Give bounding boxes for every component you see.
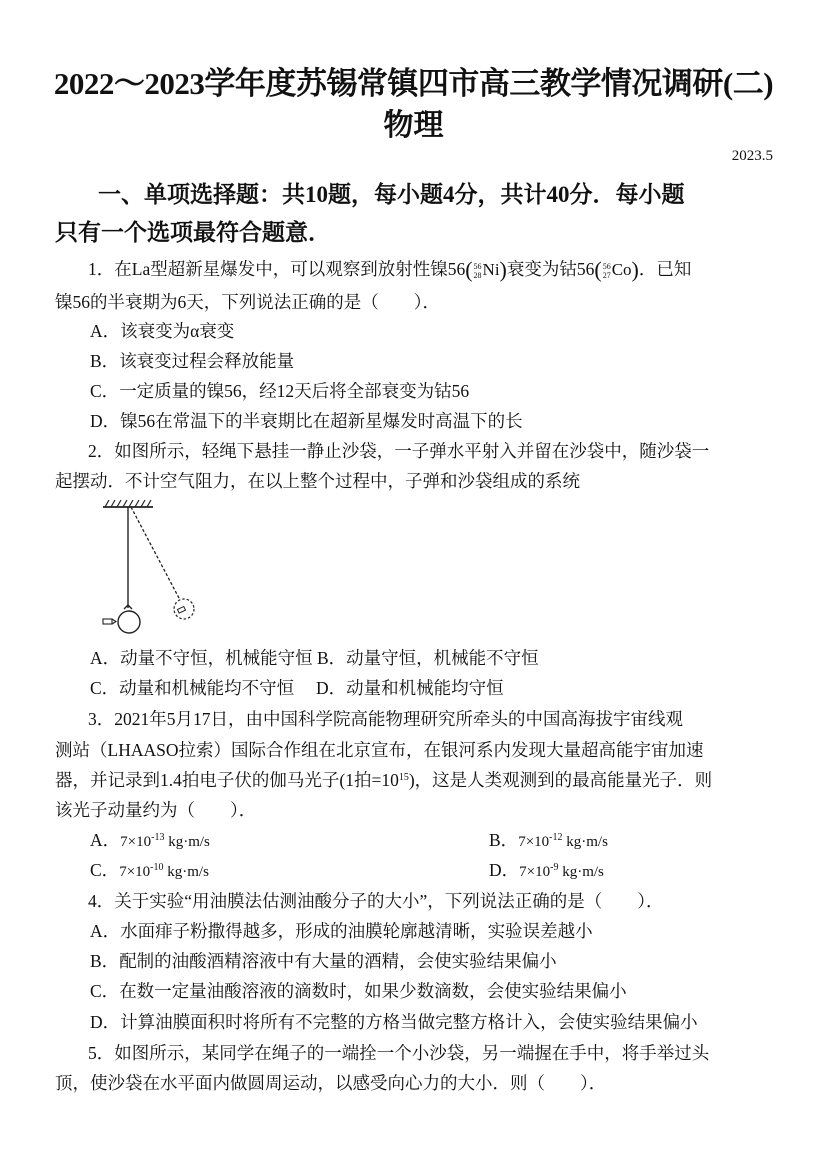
question-1-option-a: A．该衰变为α衰变 (90, 321, 235, 341)
question-2-stem-line2: 起摆动．不计空气阻力，在以上整个过程中，子弹和沙袋组成的系统 (55, 471, 580, 491)
question-3-stem-line2: 测站（LHAASO拉索）国际合作组在北京宣布，在银河系内发现大量超高能宇宙加速 (55, 740, 704, 760)
q1-stem-part2: 衰变为钴56 (506, 259, 595, 279)
question-3-stem-line1: 3．2021年5月17日，由中国科学院高能物理研究所牵头的中国高海拔宇宙线观 (88, 709, 683, 729)
question-3-option-b: B．$7\times 10^{-12}$ kg·m/s (489, 830, 608, 850)
isotope-co56: (56 27Co) (594, 257, 639, 282)
sandbag-icon (118, 611, 140, 633)
question-5-stem-line2: 顶，使沙袋在水平面内做圆周运动，以感受向心力的大小．则（ ）． (55, 1073, 607, 1093)
question-1-option-d: D．镍56在常温下的半衰期比在超新星爆发时高温下的长 (90, 411, 523, 431)
exam-subject: 物理 (383, 109, 444, 142)
exam-title: 2022～2023学年度苏锡常镇四市高三教学情况调研(二) (53, 66, 774, 101)
question-2-options-line1: A．动量不守恒，机械能守恒 B．动量守恒，机械能不守恒 (90, 648, 539, 668)
isotope-ni56: (56 28Ni) (465, 257, 507, 282)
question-3-option-d: D．$7\times 10^{-9}$ kg·m/s (489, 860, 604, 880)
question-1-stem-line2: 镍56的半衰期为6天，下列说法正确的是（ ）． (55, 292, 440, 312)
q1-stem-part1: 1．在La型超新星爆发中，可以观察到放射性镍56 (88, 259, 466, 279)
question-1-option-c: C．一定质量的镍56，经12天后将全部衰变为钴56 (90, 381, 470, 401)
exam-date: 2023.5 (731, 148, 773, 164)
question-4-stem: 4．关于实验“用油膜法估测油酸分子的大小”，下列说法正确的是（ ）． (88, 891, 664, 911)
question-3-option-a: A．$7\times 10^{-13}$ kg·m/s (90, 830, 210, 850)
rope-swung-dashed (131, 507, 180, 600)
question-4-option-a: A．水面痱子粉撒得越多，形成的油膜轮廓越清晰，实验误差越小 (90, 921, 593, 941)
embedded-bullet-icon (177, 606, 185, 613)
question-1-stem-line1 (88, 256, 691, 283)
question-4-option-c: C．在数一定量油酸溶液的滴数时，如果少数滴数，会使实验结果偏小 (90, 981, 627, 1001)
question-5-stem-line1: 5．如图所示，某同学在绳子的一端拴一个小沙袋，另一端握在手中，将手举过头 (88, 1043, 710, 1063)
question-4-option-b: B．配制的油酸酒精溶液中有大量的酒精，会使实验结果偏小 (90, 951, 557, 971)
question-4-option-d: D．计算油膜面积时将所有不完整的方格当做完整方格计入，会使实验结果偏小 (90, 1012, 698, 1032)
question-3-option-c: C．$7\times 10^{-10}$ kg·m/s (90, 860, 209, 880)
pendulum-figure (95, 495, 205, 640)
question-2-stem-line1: 2．如图所示，轻绳下悬挂一静止沙袋，一子弹水平射入并留在沙袋中，随沙袋一 (88, 441, 710, 461)
ceiling-hatch-icon (103, 500, 153, 507)
question-3-stem-line4: 该光子动量约为（ ）． (55, 800, 257, 820)
question-3-stem-line3: 器，并记录到1.4拍电子伏的伽马光子(1拍$=10^{15}$)，这是人类观测到的最高能量光子．则 (55, 770, 713, 790)
question-1-option-b: B．该衰变过程会释放能量 (90, 351, 295, 371)
q1-stem-part3: ．已知 (638, 259, 692, 279)
section-heading-line1: 一、单项选择题：共10题，每小题4分，共计40分．每小题 (98, 182, 685, 207)
question-2-options-line2: C．动量和机械能均不守恒 D．动量和机械能均守恒 (90, 678, 504, 698)
section-heading-line2: 只有一个选项最符合题意． (55, 220, 331, 245)
sandbag-swung-dashed-icon (174, 599, 194, 619)
bullet-icon (103, 619, 116, 624)
